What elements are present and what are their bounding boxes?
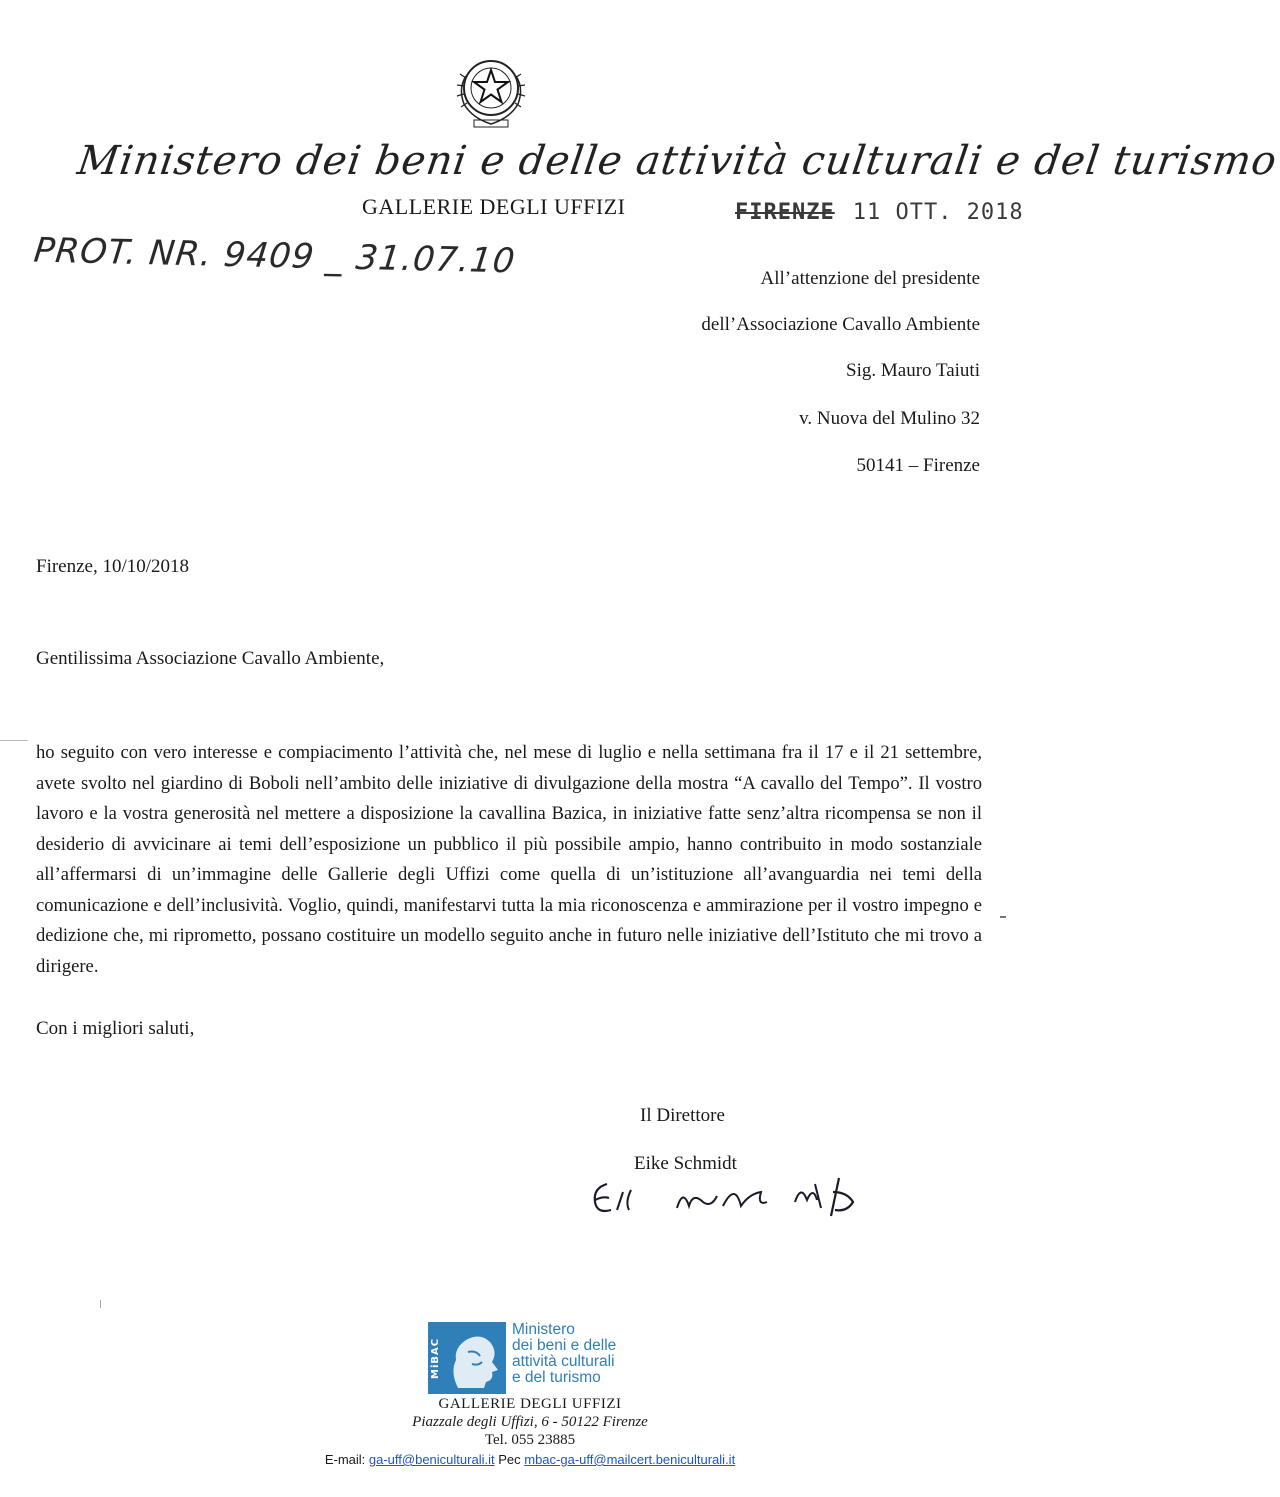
handwritten-protocol-number: PROT. NR. 9409 _ 31.07.10 [31,230,518,282]
salutation: Gentilissima Associazione Cavallo Ambiente, [36,648,385,669]
mibac-logo [428,1322,624,1394]
logo-text-line: Ministero [512,1321,575,1338]
recipient-name: Sig. Mauro Taiuti [846,360,980,381]
letter-body: ho seguito con vero interesse e compiacimento l’attività che, nel mese di luglio e nella settimana fra il 17 e il 21 settembre, avete svolto nel giardino di Boboli nell’ambito delle iniziative di divulgazione della mostra “A cavallo del Tempo”. Il vostro lavoro e la vostra generosità nel mettere a disposizione la cavallina Bazica, in iniziative fatte senz’altra ricompensa se non il desiderio di avvicinare ai temi dell’esposizione un pubblico il più possibile ampio, hanno contribuito in modo sostanziale all’affermarsi di un’immagine delle Gallerie degli Uffizi come quella di un’istituzione all’avanguardia nei temi della comunicazione e dell’inclusività. Voglio, quindi, manifestarvi tutta la mia riconoscenza e ammirazione per il vostro impegno e dedizione che, mi riprometto, possano costituire un modello seguito anche in futuro nelle iniziative dell’Istituto che mi trovo a dirigere. [36,742,982,977]
stamp-date: 11 OTT. 2018 [852,200,1024,225]
handwritten-signature [585,1162,865,1222]
scan-artifact [1000,916,1006,918]
recipient-line: dell’Associazione Cavallo Ambiente [701,314,980,335]
recipient-street: v. Nuova del Mulino 32 [799,408,980,429]
signatory-role: Il Direttore [640,1105,725,1126]
footer-contacts [0,1452,1060,1467]
mibac-abbrev: MiBAC [430,1337,441,1379]
logo-text-line: e del turismo [512,1369,601,1386]
republic-emblem-icon [452,48,530,132]
mibac-logo-mark [428,1322,506,1394]
logo-text-line: dei beni e delle [512,1337,617,1354]
email-label: E-mail: [324,1452,366,1467]
stamp-city: FIRENZE [735,200,835,225]
gallery-name: GALLERIE DEGLI UFFIZI [362,194,626,219]
footer-address: Piazzale degli Uffizi, 6 - 50122 Firenze [412,1414,648,1430]
closing: Con i migliori saluti, [36,1018,195,1039]
pec-email-link[interactable]: mbac-ga-uff@mailcert.beniculturali.it [524,1452,736,1467]
email-link[interactable]: ga-uff@beniculturali.it [368,1452,495,1467]
ministry-title: Ministero dei beni e delle attività culturali e del turismo [74,138,1280,184]
scan-artifact [0,740,28,741]
date-stamp [735,200,1024,225]
logo-text-line: attività culturali [512,1353,615,1370]
profile-head-icon [428,1322,506,1394]
pec-label: Pec [498,1452,521,1467]
mibac-logo-text [512,1322,632,1386]
recipient-line: All’attenzione del presidente [760,268,980,289]
signatory-name: Eike Schmidt [634,1153,737,1174]
recipient-city: 50141 – Firenze [856,455,980,476]
footer-gallery-name: GALLERIE DEGLI UFFIZI [438,1396,622,1412]
place-date: Firenze, 10/10/2018 [36,556,190,577]
scan-artifact [100,1300,101,1308]
footer-telephone: Tel. 055 23885 [484,1432,576,1448]
